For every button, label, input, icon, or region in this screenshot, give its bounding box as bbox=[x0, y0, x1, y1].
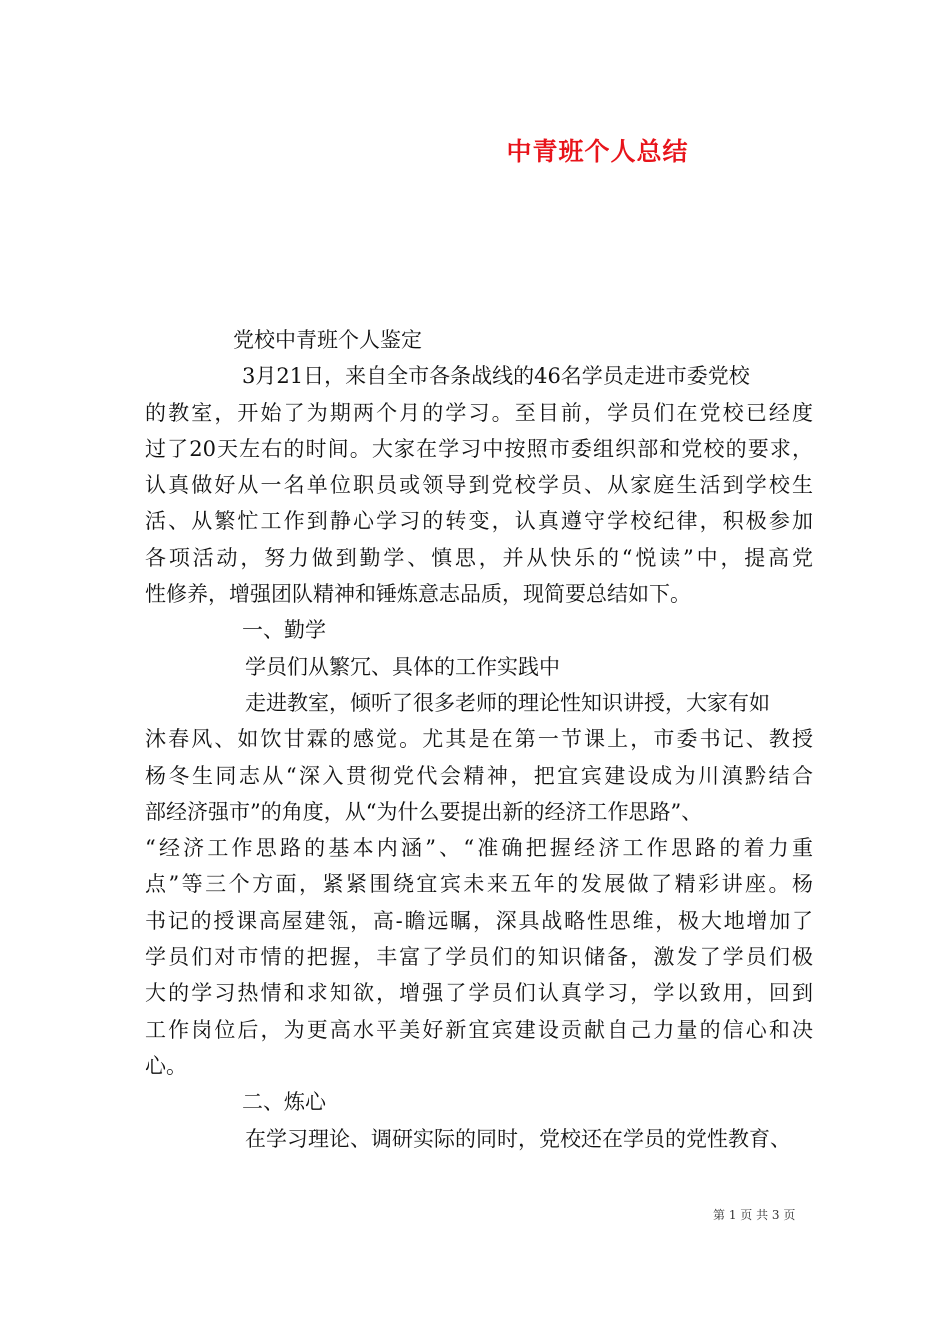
paragraph-line: 的教室，开始了为期两个月的学习。至目前，学员们在党校已经度 bbox=[145, 400, 813, 425]
paragraph-line: 杨冬生同志从“深入贯彻党代会精神，把宜宾建设成为川滇黔结合 bbox=[145, 763, 813, 788]
paragraph-line: 书记的授课高屋建瓴，高-瞻远瞩，深具战略性思维，极大地增加了 bbox=[145, 908, 813, 933]
paragraph-line: 走进教室，倾听了很多老师的理论性知识讲授，大家有如 bbox=[245, 690, 770, 715]
paragraph-line: 性修养，增强团队精神和锤炼意志品质，现简要总结如下。 bbox=[145, 582, 691, 607]
paragraph-line: 认真做好从一名单位职员或领导到党校学员、从家庭生活到学校生 bbox=[145, 473, 813, 498]
document-body bbox=[145, 322, 813, 1157]
paragraph-line: 工作岗位后，为更高水平美好新宜宾建设贡献自己力量的信心和决 bbox=[145, 1017, 813, 1042]
page-footer: 第 1 页 共 3 页 bbox=[713, 1208, 796, 1222]
paragraph-line: 在学习理论、调研实际的同时，党校还在学员的党性教育、 bbox=[245, 1126, 791, 1151]
section-heading: 党校中青班个人鉴定 bbox=[233, 328, 422, 352]
paragraph-line: “经济工作思路的基本内涵”、“准确把握经济工作思路的着力重 bbox=[145, 836, 813, 861]
paragraph-line: 3月21日，来自全市各条战线的46名学员走进市委党校 bbox=[242, 364, 750, 389]
paragraph-line: 各项活动，努力做到勤学、慎思，并从快乐的“悦读”中，提高党 bbox=[145, 545, 813, 570]
paragraph-line: 沐春风、如饮甘霖的感觉。尤其是在第一节课上，市委书记、教授 bbox=[145, 727, 813, 752]
section-heading: 二、炼心 bbox=[242, 1090, 326, 1115]
paragraph-line: 大的学习热情和求知欲，增强了学员们认真学习，学以致用，回到 bbox=[145, 981, 813, 1006]
paragraph-line: 学员们从繁冗、具体的工作实践中 bbox=[245, 654, 560, 679]
paragraph-line: 过了20天左右的时间。大家在学习中按照市委组织部和党校的要求， bbox=[145, 436, 813, 461]
paragraph-line: 心。 bbox=[145, 1053, 187, 1078]
paragraph-line: 活、从繁忙工作到静心学习的转变，认真遵守学校纪律，积极参加 bbox=[145, 509, 813, 534]
document-title: 中青班个人总结 bbox=[506, 137, 689, 166]
paragraph-line: 点”等三个方面，紧紧围绕宜宾未来五年的发展做了精彩讲座。杨 bbox=[145, 872, 813, 897]
section-heading: 一、勤学 bbox=[242, 618, 326, 643]
paragraph-line: 部经济强市”的角度，从“为什么要提出新的经济工作思路”、 bbox=[145, 799, 703, 824]
paragraph-line: 学员们对市情的把握，丰富了学员们的知识储备，激发了学员们极 bbox=[145, 945, 813, 970]
